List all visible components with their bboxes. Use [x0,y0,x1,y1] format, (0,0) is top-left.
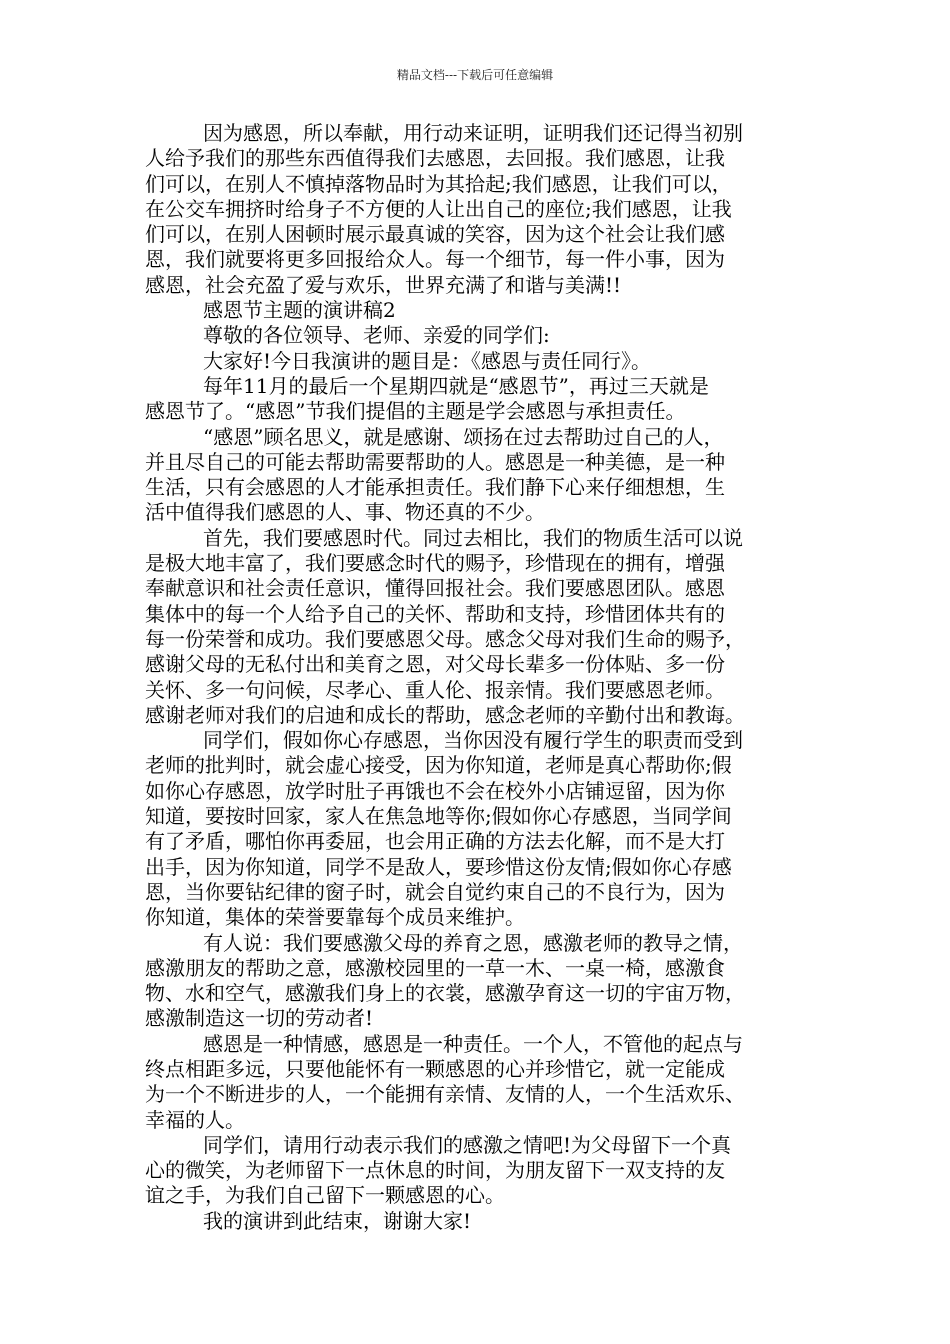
text-line: 们可以，在别人不慎掉落物品时为其拾起;我们感恩，让我们可以， [145,171,732,196]
text-line: 每年11月的最后一个星期四就是“感恩节”，再过三天就是 [203,373,709,398]
text-line: 集体中的每一个人给予自己的关怀、帮助和支持，珍惜团体共有的 [145,601,725,626]
text-line: 幸福的人。 [145,1107,245,1132]
text-line: 你知道，集体的荣誉要靠每个成员来维护。 [145,905,525,930]
text-line: 同学们，请用行动表示我们的感激之情吧!为父母留下一个真 [203,1132,732,1157]
text-line: 是极大地丰富了，我们要感念时代的赐予，珍惜现在的拥有，增强 [145,551,725,576]
text-line: 们可以，在别人困顿时展示最真诚的笑容，因为这个社会让我们感 [145,222,725,247]
text-line: 人给予我们的那些东西值得我们去感恩，去回报。我们感恩，让我 [145,146,725,171]
text-line: 老师的批判时，就会虚心接受，因为你知道，老师是真心帮助你;假 [145,753,732,778]
text-line: 有人说：我们要感激父母的养育之恩，感激老师的教导之情， [203,930,743,955]
text-line: “感恩”顾名思义，就是感谢、颂扬在过去帮助过自己的人， [203,424,724,449]
page-header: 精品文档---下载后可任意编辑 [396,68,554,82]
text-line: 终点相距多远，只要他能怀有一颗感恩的心并珍惜它，就一定能成 [145,1056,725,1081]
document-body [145,121,815,1234]
text-line: 活中值得我们感恩的人、事、物还真的不少。 [145,500,545,525]
text-line: 如你心存感恩，放学时肚子再饿也不会在校外小店铺逗留，因为你 [145,778,725,803]
text-line: 出手，因为你知道，同学不是敌人，要珍惜这份友情;假如你心存感 [145,854,732,879]
text-line: 在公交车拥挤时给身子不方便的人让出自己的座位;我们感恩，让我 [145,196,732,221]
text-line: 我的演讲到此结束，谢谢大家! [203,1208,472,1233]
text-line: 感谢父母的无私付出和美育之恩，对父母长辈多一份体贴、多一份 [145,652,725,677]
text-line: 感激制造这一切的劳动者! [145,1006,374,1031]
text-line: 生活，只有会感恩的人才能承担责任。我们静下心来仔细想想，生 [145,475,725,500]
text-line: 为一个不断进步的人，一个能拥有亲情、友情的人，一个生活欢乐、 [145,1082,745,1107]
text-line: 奉献意识和社会责任意识，懂得回报社会。我们要感恩团队。感恩 [145,576,725,601]
text-line: 感恩是一种情感，感恩是一种责任。一个人，不管他的起点与 [203,1031,743,1056]
text-line: 因为感恩，所以奉献，用行动来证明，证明我们还记得当初别 [203,121,743,145]
text-line: 大家好!今日我演讲的题目是：《感恩与责任同行》。 [203,348,652,373]
text-line: 尊敬的各位领导、老师、亲爱的同学们: [203,323,550,348]
text-line: 心的微笑，为老师留下一点休息的时间，为朋友留下一双支持的友 [145,1158,725,1183]
text-line: 同学们，假如你心存感恩，当你因没有履行学生的职责而受到 [203,728,743,753]
text-line: 感谢老师对我们的启迪和成长的帮助，感念老师的辛勤付出和教诲。 [145,702,745,727]
text-line: 并且尽自己的可能去帮助需要帮助的人。感恩是一种美德，是一种 [145,449,725,474]
text-line: 恩，当你要钻纪律的窗子时，就会自觉约束自己的不良行为，因为 [145,879,725,904]
text-line: 感激朋友的帮助之意，感激校园里的一草一木、一桌一椅，感激食 [145,955,725,980]
text-line: 有了矛盾，哪怕你再委屈，也会用正确的方法去化解，而不是大打 [145,829,725,854]
text-line: 感恩节主题的演讲稿2 [203,298,396,323]
text-line: 每一份荣誉和成功。我们要感恩父母。感念父母对我们生命的赐予， [145,626,745,651]
text-line: 首先，我们要感恩时代。同过去相比，我们的物质生活可以说 [203,525,743,550]
text-line: 物、水和空气，感激我们身上的衣裳，感激孕育这一切的宇宙万物， [145,981,745,1006]
text-line: 谊之手，为我们自己留下一颗感恩的心。 [145,1183,505,1208]
text-line: 知道，要按时回家，家人在焦急地等你;假如你心存感恩，当同学间 [145,804,732,829]
text-line: 恩，我们就要将更多回报给众人。每一个细节，每一件小事，因为 [145,247,725,272]
text-line: 感恩，社会充盈了爱与欢乐，世界充满了和谐与美满!! [145,272,622,297]
text-line: 感恩节了。“感恩”节我们提倡的主题是学会感恩与承担责任。 [145,399,686,424]
text-line: 关怀、多一句问候，尽孝心、重人伦、报亲情。我们要感恩老师。 [145,677,725,702]
